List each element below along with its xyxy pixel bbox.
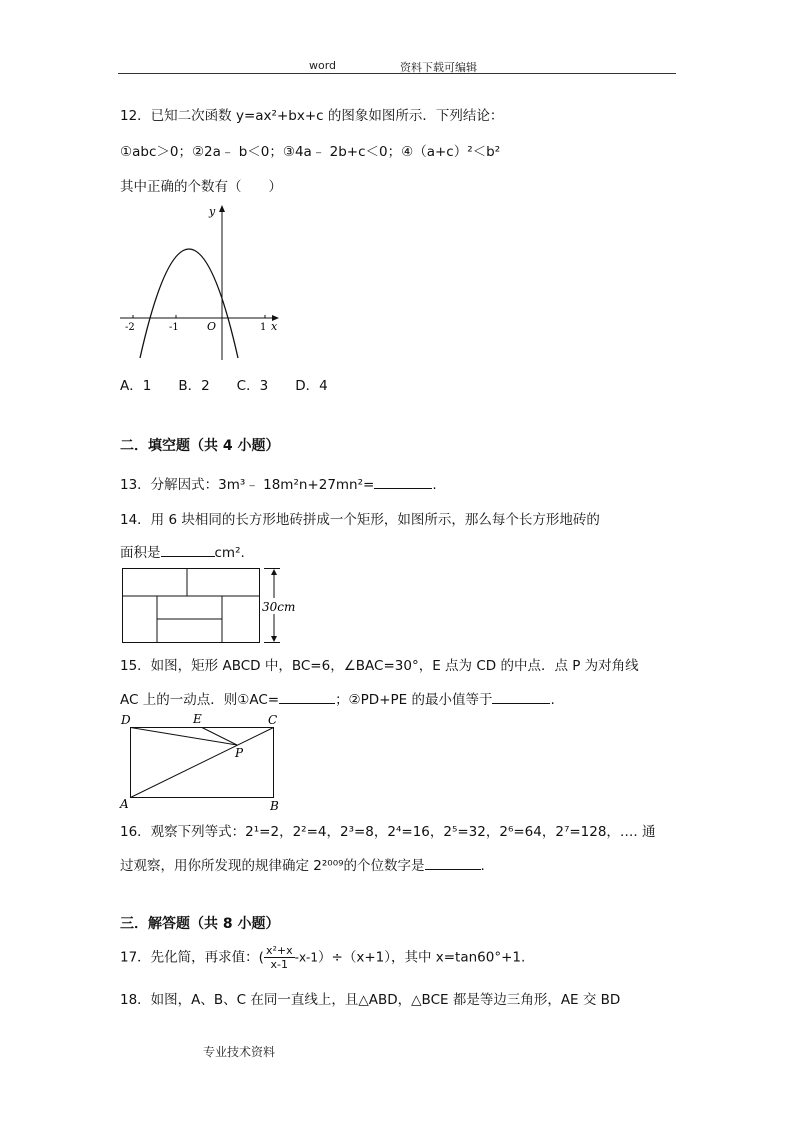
q15-line1: 15．如图，矩形 ABCD 中，BC=6，∠BAC=30°，E 点为 CD 的中点．点 P 为对角线 bbox=[120, 658, 639, 674]
tick-label-neg2: -2 bbox=[125, 322, 135, 333]
q17-fraction-numerator: x²+x bbox=[265, 944, 293, 957]
label-p: P bbox=[235, 746, 244, 760]
parabola-curve bbox=[140, 249, 238, 358]
origin-label: O bbox=[207, 320, 217, 333]
q14-answer-blank[interactable] bbox=[161, 542, 215, 557]
outer-rect bbox=[123, 569, 260, 643]
q13-answer-blank[interactable] bbox=[374, 474, 432, 489]
q16-line2-b: . bbox=[480, 858, 485, 874]
footer-text: 专业技术资料 bbox=[203, 1045, 276, 1059]
q13-end: . bbox=[432, 477, 437, 493]
q15-line2-c: . bbox=[550, 692, 555, 708]
q15-answer-blank-1[interactable] bbox=[279, 689, 335, 704]
q13-line bbox=[120, 473, 437, 493]
dim-arrow-down bbox=[271, 636, 277, 642]
parabola-graph bbox=[115, 200, 285, 365]
q14-line2-a: 面积是 bbox=[120, 545, 161, 561]
q17-line bbox=[120, 944, 525, 971]
label-d: D bbox=[121, 713, 131, 727]
q16-line1: 16．观察下列等式：2¹=2，2²=4，2³=8，2⁴=16，2⁵=32，2⁶=64，2⁷=128，…. 通 bbox=[120, 824, 656, 840]
label-e: E bbox=[193, 712, 202, 726]
label-a: A bbox=[120, 797, 129, 811]
tick-label-neg1: -1 bbox=[169, 322, 179, 333]
header-left: word bbox=[309, 59, 337, 72]
header-right: 资料下载可编辑 bbox=[400, 61, 477, 74]
q12-line3: 其中正确的个数有（ ） bbox=[120, 179, 282, 195]
q14-line2-b: cm². bbox=[214, 545, 245, 561]
q17-suffix: ）÷（x+1），其中 x=tan60°+1. bbox=[318, 949, 526, 966]
q12-line2: ①abc＞0；②2a﹣ b＜0；③4a﹣ 2b+c＜0；④（a+c）²＜b² bbox=[120, 144, 501, 160]
label-b: B bbox=[270, 799, 279, 813]
y-axis-label: y bbox=[209, 205, 216, 218]
segment-dp bbox=[131, 728, 238, 746]
tile-rectangle-figure bbox=[118, 565, 308, 647]
rectangle-abcd-figure bbox=[115, 710, 290, 815]
q16-line2-a: 过观察，用你所发现的规律确定 2²⁰⁰⁹的个位数字是 bbox=[120, 858, 425, 874]
header-rule bbox=[118, 73, 676, 74]
tick-label-1: 1 bbox=[260, 322, 267, 333]
q14-line2 bbox=[120, 541, 245, 561]
q12-options: A．1 B．2 C．3 D．4 bbox=[120, 378, 328, 394]
dim-label: 30cm bbox=[262, 600, 296, 614]
q18-line1: 18．如图，A、B、C 在同一直线上，且△ABD，△BCE 都是等边三角形，AE 交 BD bbox=[120, 992, 621, 1008]
q15-line2-b: ；②PD+PE 的最小值等于 bbox=[335, 692, 493, 708]
q17-fraction-denominator: x-1 bbox=[270, 958, 289, 971]
q14-line1: 14．用 6 块相同的长方形地砖拼成一个矩形，如图所示，那么每个长方形地砖的 bbox=[120, 512, 600, 528]
dim-arrow-up bbox=[271, 569, 277, 575]
q15-answer-blank-2[interactable] bbox=[492, 689, 550, 704]
q13-text: 13．分解因式：3m³﹣ 18m²n+27mn²= bbox=[120, 477, 375, 493]
label-c: C bbox=[268, 713, 278, 727]
q15-line2-a: AC 上的一动点．则①AC= bbox=[120, 692, 280, 708]
q16-answer-blank[interactable] bbox=[425, 855, 481, 870]
q17-mid: -x-1 bbox=[294, 950, 319, 965]
section3-title: 三．解答题（共 8 小题） bbox=[120, 916, 280, 932]
q12-line1: 12．已知二次函数 y=ax²+bx+c 的图象如图所示．下列结论： bbox=[120, 108, 504, 124]
x-axis-label: x bbox=[271, 320, 278, 333]
q17-fraction bbox=[264, 944, 295, 971]
y-axis-arrow bbox=[219, 205, 225, 212]
diagonal-ac bbox=[131, 728, 274, 798]
section2-title: 二．填空题（共 4 小题） bbox=[120, 438, 280, 454]
q17-prefix: 17．先化简，再求值：( bbox=[120, 949, 264, 966]
q15-line2 bbox=[120, 688, 555, 708]
q16-line2 bbox=[120, 854, 485, 874]
